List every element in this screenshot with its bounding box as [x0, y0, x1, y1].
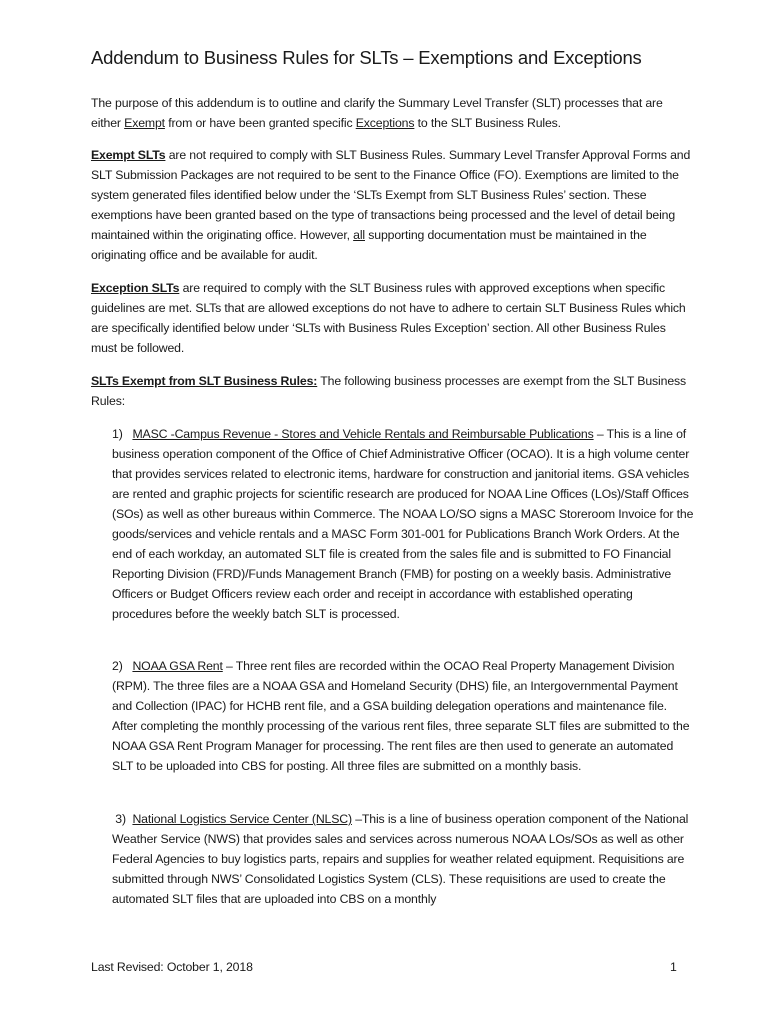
intro-text-2: from or have been granted specific [164, 116, 356, 130]
list-item-text: – Three rent files are recorded within the OCAO Real Property Management Division (RPM). The three files are a NOAA GSA and Homeland Security (DHS) file, an Intergovernmental Payment and Collection (IPAC) for HCHB rent file, and a GSA building delegation operations and maintenance file. After completing the monthly processing of the various rent files, three separate SLT files are submitted to the NOAA GSA Rent Program Manager for processing. The rent files are then used to generate an automated SLT to be uploaded into CBS for posting. All three files are submitted on a monthly basis. [112, 659, 690, 773]
exempt-section-text: The following business processes are exempt from the SLT Business Rules: [91, 374, 687, 408]
list-item-heading: NOAA GSA Rent [132, 659, 223, 673]
list-item [112, 809, 694, 909]
exception-slts-paragraph [91, 278, 691, 358]
intro-paragraph [91, 93, 691, 133]
list-item-number: 1) [112, 427, 133, 441]
exempt-section-heading: SLTs Exempt from SLT Business Rules: [91, 374, 318, 388]
exempt-slts-heading: Exempt SLTs [91, 148, 166, 162]
list-item-number: 2) [112, 659, 133, 673]
exception-slts-heading: Exception SLTs [91, 281, 180, 295]
exempt-section-paragraph [91, 371, 691, 411]
list-item-text: –This is a line of business operation component of the National Weather Service (NWS) that provides sales and services across numerous NOAA LOs/SOs as well as other Federal Agencies to buy logistics parts, repairs and supplies for weather related equipment. Requisitions are submitted through NWS’ Consolidated Logistics System (CLS). These requisitions are used to create the automated SLT files that are uploaded into CBS on a monthly [112, 812, 689, 906]
list-item-heading: National Logistics Service Center (NLSC) [132, 812, 352, 826]
exempt-slts-paragraph [91, 145, 691, 265]
list-item [112, 656, 694, 776]
list-item-text: – This is a line of business operation component of the Office of Chief Administrative Officer (OCAO). It is a high volume center that provides services related to electronic items, hardware for construction and janitorial items. GSA vehicles are rented and graphic projects for scientific research are produced for NOAA Line Offices (LOs)/Staff Offices (SOs) as well as other bureaus within Commerce. The NOAA LO/SO signs a MASC Storeroom Invoice for the goods/services and vehicle rentals and a MASC Form 301-001 for Publications Branch Work Orders. At the end of each workday, an automated SLT file is created from the sales file and is submitted to FO Financial Reporting Division (FRD)/Funds Management Branch (FMB) for posting on a weekly basis. Administrative Officers or Budget Officers review each order and receipt in accordance with established operating procedures before the weekly batch SLT is processed. [112, 427, 694, 621]
intro-text-1: The purpose of this addendum is to outline and clarify the Summary Level Transfer (SLT) processes that are either [91, 96, 663, 130]
list-item-number: 3) [112, 812, 133, 826]
exempt-term: Exempt [124, 116, 165, 130]
exempt-slts-text-2: supporting documentation must be maintained in the originating office and be available for audit. [91, 228, 647, 262]
page-number: 1 [670, 960, 677, 974]
page-title: Addendum to Business Rules for SLTs – Exemptions and Exceptions [91, 47, 642, 68]
last-revised-footer: Last Revised: October 1, 2018 [91, 960, 253, 974]
exception-slts-text: are required to comply with the SLT Business rules with approved exceptions when specific guidelines are met. SLTs that are allowed exceptions do not have to adhere to certain SLT Business Rules which are specifically identified below under ‘SLTs with Business Rules Exception’ section. All other Business Rules must be followed. [91, 281, 686, 355]
list-item [112, 424, 694, 624]
exceptions-term: Exceptions [355, 116, 415, 130]
all-term: all [353, 228, 365, 242]
list-item-heading: MASC -Campus Revenue - Stores and Vehicle Rentals and Reimbursable Publications [132, 427, 594, 441]
exempt-slts-text-1: are not required to comply with SLT Business Rules. Summary Level Transfer Approval Forms and SLT Submission Packages are not required to be sent to the Finance Office (FO). Exemptions are limited to the system generated files identified below under the ‘SLTs Exempt from SLT Business Rules’ section. These exemptions have been granted based on the type of transactions being processed and the level of detail being maintained within the originating office. However, [91, 148, 691, 242]
intro-text-3: to the SLT Business Rules. [414, 116, 561, 130]
